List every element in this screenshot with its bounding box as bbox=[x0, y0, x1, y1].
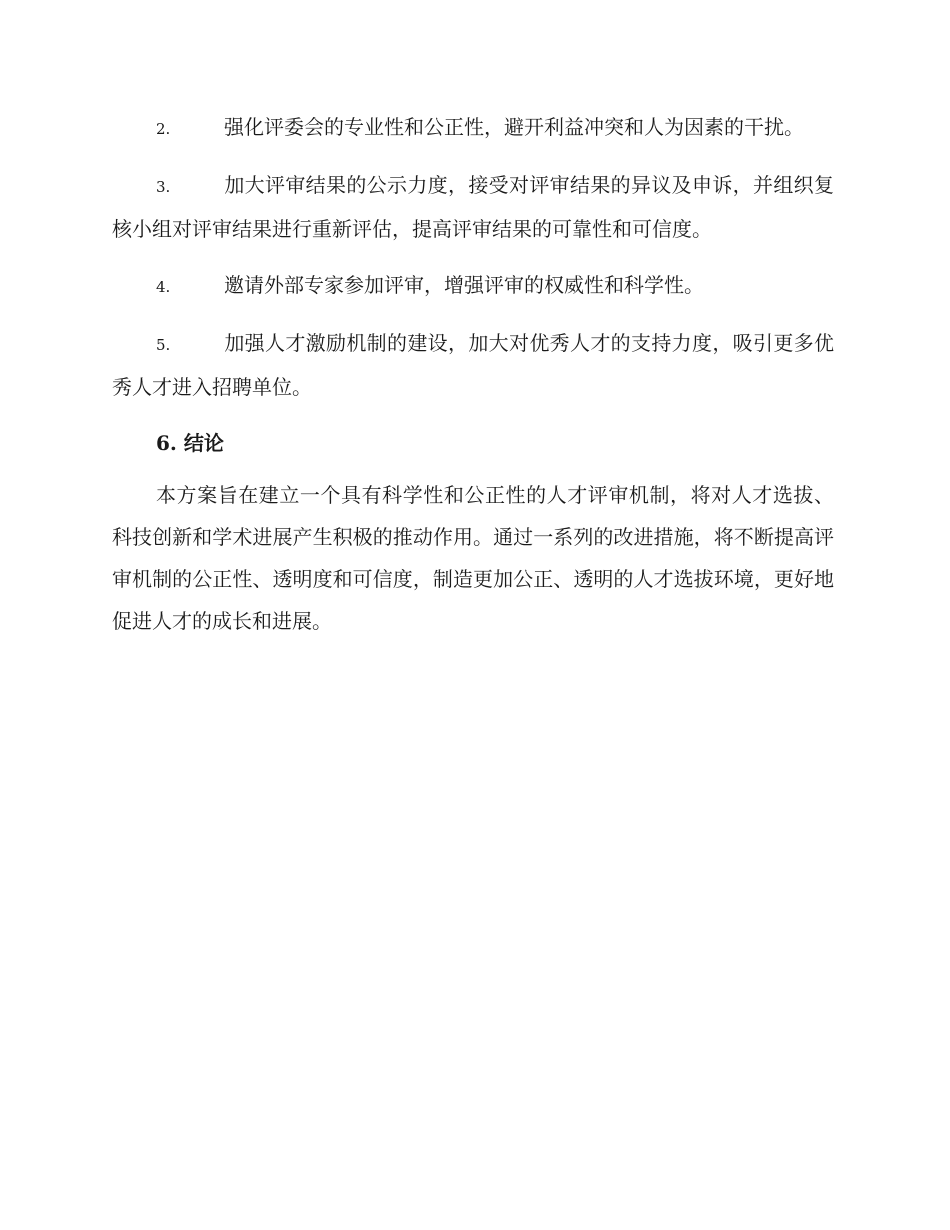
list-item-text: 加强人才激励机制的建设，加大对优秀人才的支持力度，吸引更多优秀人才进入招聘单位。 bbox=[112, 331, 834, 399]
list-item bbox=[112, 106, 834, 150]
section-heading: 6. 结论 bbox=[156, 431, 224, 455]
list-item bbox=[112, 322, 834, 408]
list-item-text: 加大评审结果的公示力度，接受对评审结果的异议及申诉，并组织复核小组对评审结果进行重新评估，提高评审结果的可靠性和可信度。 bbox=[112, 173, 834, 241]
document-body bbox=[112, 106, 834, 642]
list-item-text: 邀请外部专家参加评审，增强评审的权威性和科学性。 bbox=[224, 273, 704, 297]
list-item-number: 5. bbox=[156, 336, 171, 354]
list-item-number: 2. bbox=[156, 120, 171, 138]
list-item-number: 3. bbox=[156, 178, 171, 196]
conclusion-paragraph: 本方案旨在建立一个具有科学性和公正性的人才评审机制，将对人才选拔、科技创新和学术进展产生积极的推动作用。通过一系列的改进措施，将不断提高评审机制的公正性、透明度和可信度，制造更加公正、透明的人才选拔环境，更好地促进人才的成长和进展。 bbox=[112, 483, 834, 633]
list-item bbox=[112, 264, 834, 308]
list-item-number: 4. bbox=[156, 278, 171, 296]
list-item bbox=[112, 164, 834, 250]
list-item-text: 强化评委会的专业性和公正性，避开利益冲突和人为因素的干扰。 bbox=[224, 115, 804, 139]
